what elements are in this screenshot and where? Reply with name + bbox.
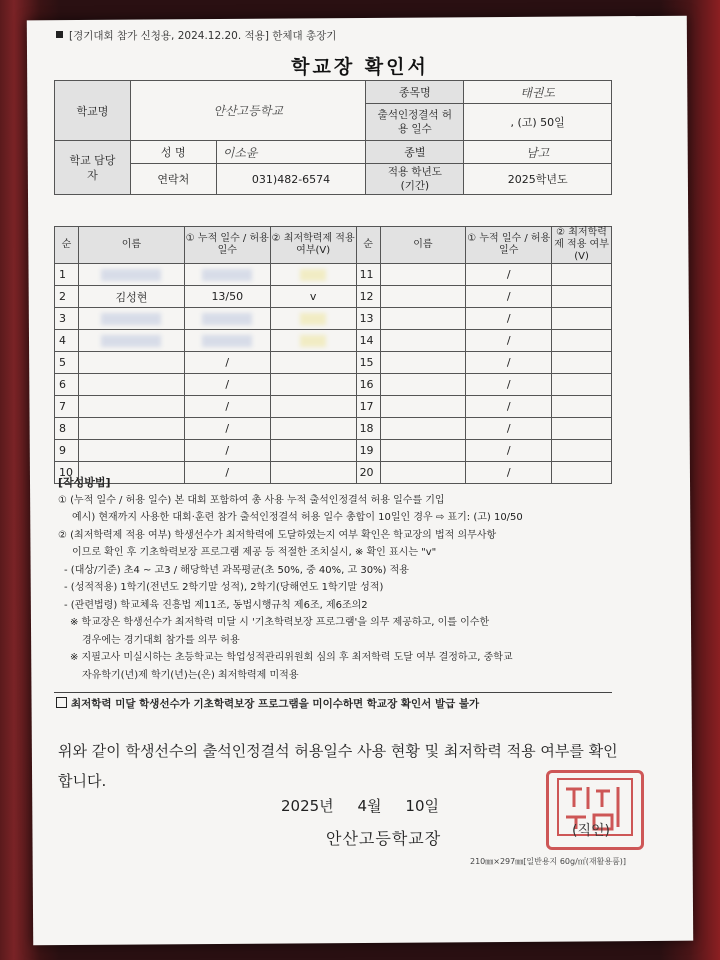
method-heading: [작성방법] (58, 476, 111, 489)
contact-label: 학교 담당자 (55, 141, 131, 195)
table-row (55, 418, 612, 440)
signer: 안산고등학교장 (326, 829, 442, 848)
phone-label: 연락처 (130, 164, 216, 195)
table-row (55, 374, 612, 396)
row-number: 20 (356, 462, 380, 484)
method-line: ① (누적 일수 / 허용 일수) 본 대회 포함하여 총 사용 누적 출석인정결석 허용 일수를 기입 (58, 494, 445, 506)
days-used: / (184, 418, 270, 440)
header-note-text: [경기대회 참가 신청용, 2024.12.20. 적용] 한체대 총장기 (69, 30, 337, 42)
row-number: 9 (55, 440, 79, 462)
student-name (78, 374, 184, 396)
apply-mark: v (270, 286, 356, 308)
school-label: 학교명 (55, 81, 131, 141)
student-name (380, 440, 466, 462)
method-line: - (관련법령) 학교체육 진흥법 제11조, 동법시행규칙 제6조, 제6조의2 (64, 599, 368, 611)
student-name (380, 308, 466, 330)
roster-header-no-2: 순 (356, 227, 380, 264)
row-number: 13 (356, 308, 380, 330)
notice (56, 696, 479, 711)
header-note (56, 28, 336, 43)
redacted-name (101, 313, 161, 325)
student-name: 김성현 (78, 286, 184, 308)
apply-mark (552, 374, 612, 396)
apply-mark (552, 352, 612, 374)
row-number: 3 (55, 308, 79, 330)
student-name (78, 308, 184, 330)
row-number: 16 (356, 374, 380, 396)
row-number: 8 (55, 418, 79, 440)
apply-mark (270, 264, 356, 286)
days-used: / (466, 374, 552, 396)
table-row (55, 286, 612, 308)
method-line: ※ 학교장은 학생선수가 최저학력 미달 시 '기초학력보장 프로그램'을 의무 제공하고, 이를 이수한 (70, 617, 490, 628)
days-used: / (184, 440, 270, 462)
apply-mark (552, 286, 612, 308)
square-bullet-icon (56, 31, 63, 38)
redacted-name (101, 335, 161, 347)
student-name (380, 352, 466, 374)
seal-label: (직인) (572, 823, 610, 839)
name-value: 이소윤 (216, 141, 366, 164)
date-day: 10일 (405, 797, 439, 815)
roster-header-apply-2: ② 최저학력제 적용 여부(V) (552, 227, 612, 264)
days-used: / (466, 330, 552, 352)
roster-header-apply: ② 최저학력제 적용 여부(V) (270, 227, 356, 264)
paper-spec-note: 210㎜×297㎜[일반용지 60g/㎡(재활용품)] (470, 857, 627, 866)
row-number: 11 (356, 264, 380, 286)
table-row (55, 308, 612, 330)
redacted-name (101, 269, 161, 281)
absence-label: 출석인정결석 허용 일수 (366, 104, 464, 141)
apply-mark (552, 330, 612, 352)
confirmation-statement: 위와 같이 학생선수의 출석인정결석 허용일수 사용 현황 및 최저학력 적용 여부를 확인합니다. (58, 742, 618, 790)
writing-instructions (58, 474, 618, 684)
method-line: 자유학기(년)제 학기(년)는(은) 최저학력제 미적용 (82, 669, 299, 681)
student-name (380, 418, 466, 440)
days-used: / (466, 352, 552, 374)
apply-mark (552, 418, 612, 440)
student-name (78, 440, 184, 462)
notice-text: 최저학력 미달 학생선수가 기초학력보장 프로그램을 미이수하면 학교장 확인서 발급 불가 (71, 698, 480, 710)
row-number: 7 (55, 396, 79, 418)
method-line: ② (최저학력제 적용 여부) 학생선수가 최저학력에 도달하였는지 여부 확인은 학교장의 법적 의무사항 (58, 529, 497, 541)
row-number: 6 (55, 374, 79, 396)
days-used (184, 308, 270, 330)
year-value: 2025학년도 (464, 164, 612, 195)
student-name (78, 352, 184, 374)
info-table (54, 80, 612, 195)
row-number: 18 (356, 418, 380, 440)
row-number: 15 (356, 352, 380, 374)
sport-value: 태권도 (464, 81, 612, 104)
days-used: / (184, 462, 270, 484)
phone-value: 031)482-6574 (216, 164, 366, 195)
apply-mark (270, 418, 356, 440)
student-name (78, 418, 184, 440)
days-used (184, 330, 270, 352)
redacted-days (202, 335, 252, 347)
row-number: 12 (356, 286, 380, 308)
apply-mark (552, 264, 612, 286)
roster-header-days-2: ① 누적 일수 / 허용 일수 (466, 227, 552, 264)
days-used (184, 264, 270, 286)
roster-table (54, 226, 612, 484)
row-number: 14 (356, 330, 380, 352)
method-line: ※ 지필고사 미실시하는 초등학교는 학업성적관리위원회 심의 후 최저학력 도달 여부 결정하고, 중학교 (70, 652, 513, 663)
apply-mark (270, 352, 356, 374)
row-number: 19 (356, 440, 380, 462)
days-used: / (466, 308, 552, 330)
student-name (380, 374, 466, 396)
days-used: / (184, 396, 270, 418)
table-row (55, 396, 612, 418)
date-month: 4월 (357, 797, 382, 815)
method-line: 예시) 현재까지 사용한 대회·훈련 참가 출석인정결석 허용 일수 총합이 10일인 경우 ⇨ 표기: (고) 10/50 (72, 512, 523, 523)
student-name (380, 264, 466, 286)
apply-mark (552, 308, 612, 330)
days-used: / (184, 374, 270, 396)
method-line: - (성적적용) 1학기(전년도 2학기말 성적), 2학기(당해연도 1학기말 성적) (64, 582, 384, 593)
method-line: 이므로 확인 후 기초학력보장 프로그램 제공 등 적절한 조치실시, ※ 확인 표시는 "v" (72, 547, 437, 558)
table-row (55, 352, 612, 374)
apply-mark (552, 396, 612, 418)
student-name (78, 264, 184, 286)
absence-value: , (고) 50일 (464, 104, 612, 141)
redacted-days (202, 269, 252, 281)
method-line: 경우에는 경기대회 참가를 의무 허용 (82, 634, 240, 646)
apply-mark (270, 374, 356, 396)
table-row (55, 330, 612, 352)
row-number: 2 (55, 286, 79, 308)
roster-header-name-2: 이름 (380, 227, 466, 264)
days-used: / (466, 264, 552, 286)
table-row (55, 440, 612, 462)
roster-header-days: ① 누적 일수 / 허용 일수 (184, 227, 270, 264)
days-used: / (466, 396, 552, 418)
method-line: - (대상/기준) 초4 ~ 고3 / 해당학년 과목평균(초 50%, 중 40%, 고 30%) 적용 (64, 564, 409, 576)
days-used: / (184, 352, 270, 374)
student-name (380, 330, 466, 352)
roster-header-no: 순 (55, 227, 79, 264)
row-number: 10 (55, 462, 79, 484)
row-number: 17 (356, 396, 380, 418)
row-number: 4 (55, 330, 79, 352)
checkbox-icon (56, 697, 67, 708)
page-title: 학교장 확인서 (291, 56, 429, 78)
days-used: / (466, 286, 552, 308)
student-name (380, 286, 466, 308)
row-number: 1 (55, 264, 79, 286)
apply-mark (552, 440, 612, 462)
roster-header-name: 이름 (78, 227, 184, 264)
school-value: 안산고등학교 (130, 81, 366, 141)
redacted-days (202, 313, 252, 325)
apply-mark (270, 396, 356, 418)
apply-mark (270, 330, 356, 352)
days-used: / (466, 418, 552, 440)
student-name (78, 330, 184, 352)
student-name (78, 396, 184, 418)
year-label: 적용 학년도 (기간) (366, 164, 464, 195)
apply-mark (270, 440, 356, 462)
category-value: 남고 (464, 141, 612, 164)
student-name (380, 396, 466, 418)
days-used: / (466, 440, 552, 462)
name-label: 성 명 (130, 141, 216, 164)
redacted-mark (300, 335, 326, 347)
redacted-mark (300, 269, 326, 281)
category-label: 종별 (366, 141, 464, 164)
row-number: 5 (55, 352, 79, 374)
days-used: / (466, 462, 552, 484)
divider (54, 692, 612, 693)
date-year: 2025년 (281, 797, 334, 815)
sport-label: 종목명 (366, 81, 464, 104)
table-row (55, 264, 612, 286)
days-used: 13/50 (184, 286, 270, 308)
apply-mark (270, 308, 356, 330)
redacted-mark (300, 313, 326, 325)
